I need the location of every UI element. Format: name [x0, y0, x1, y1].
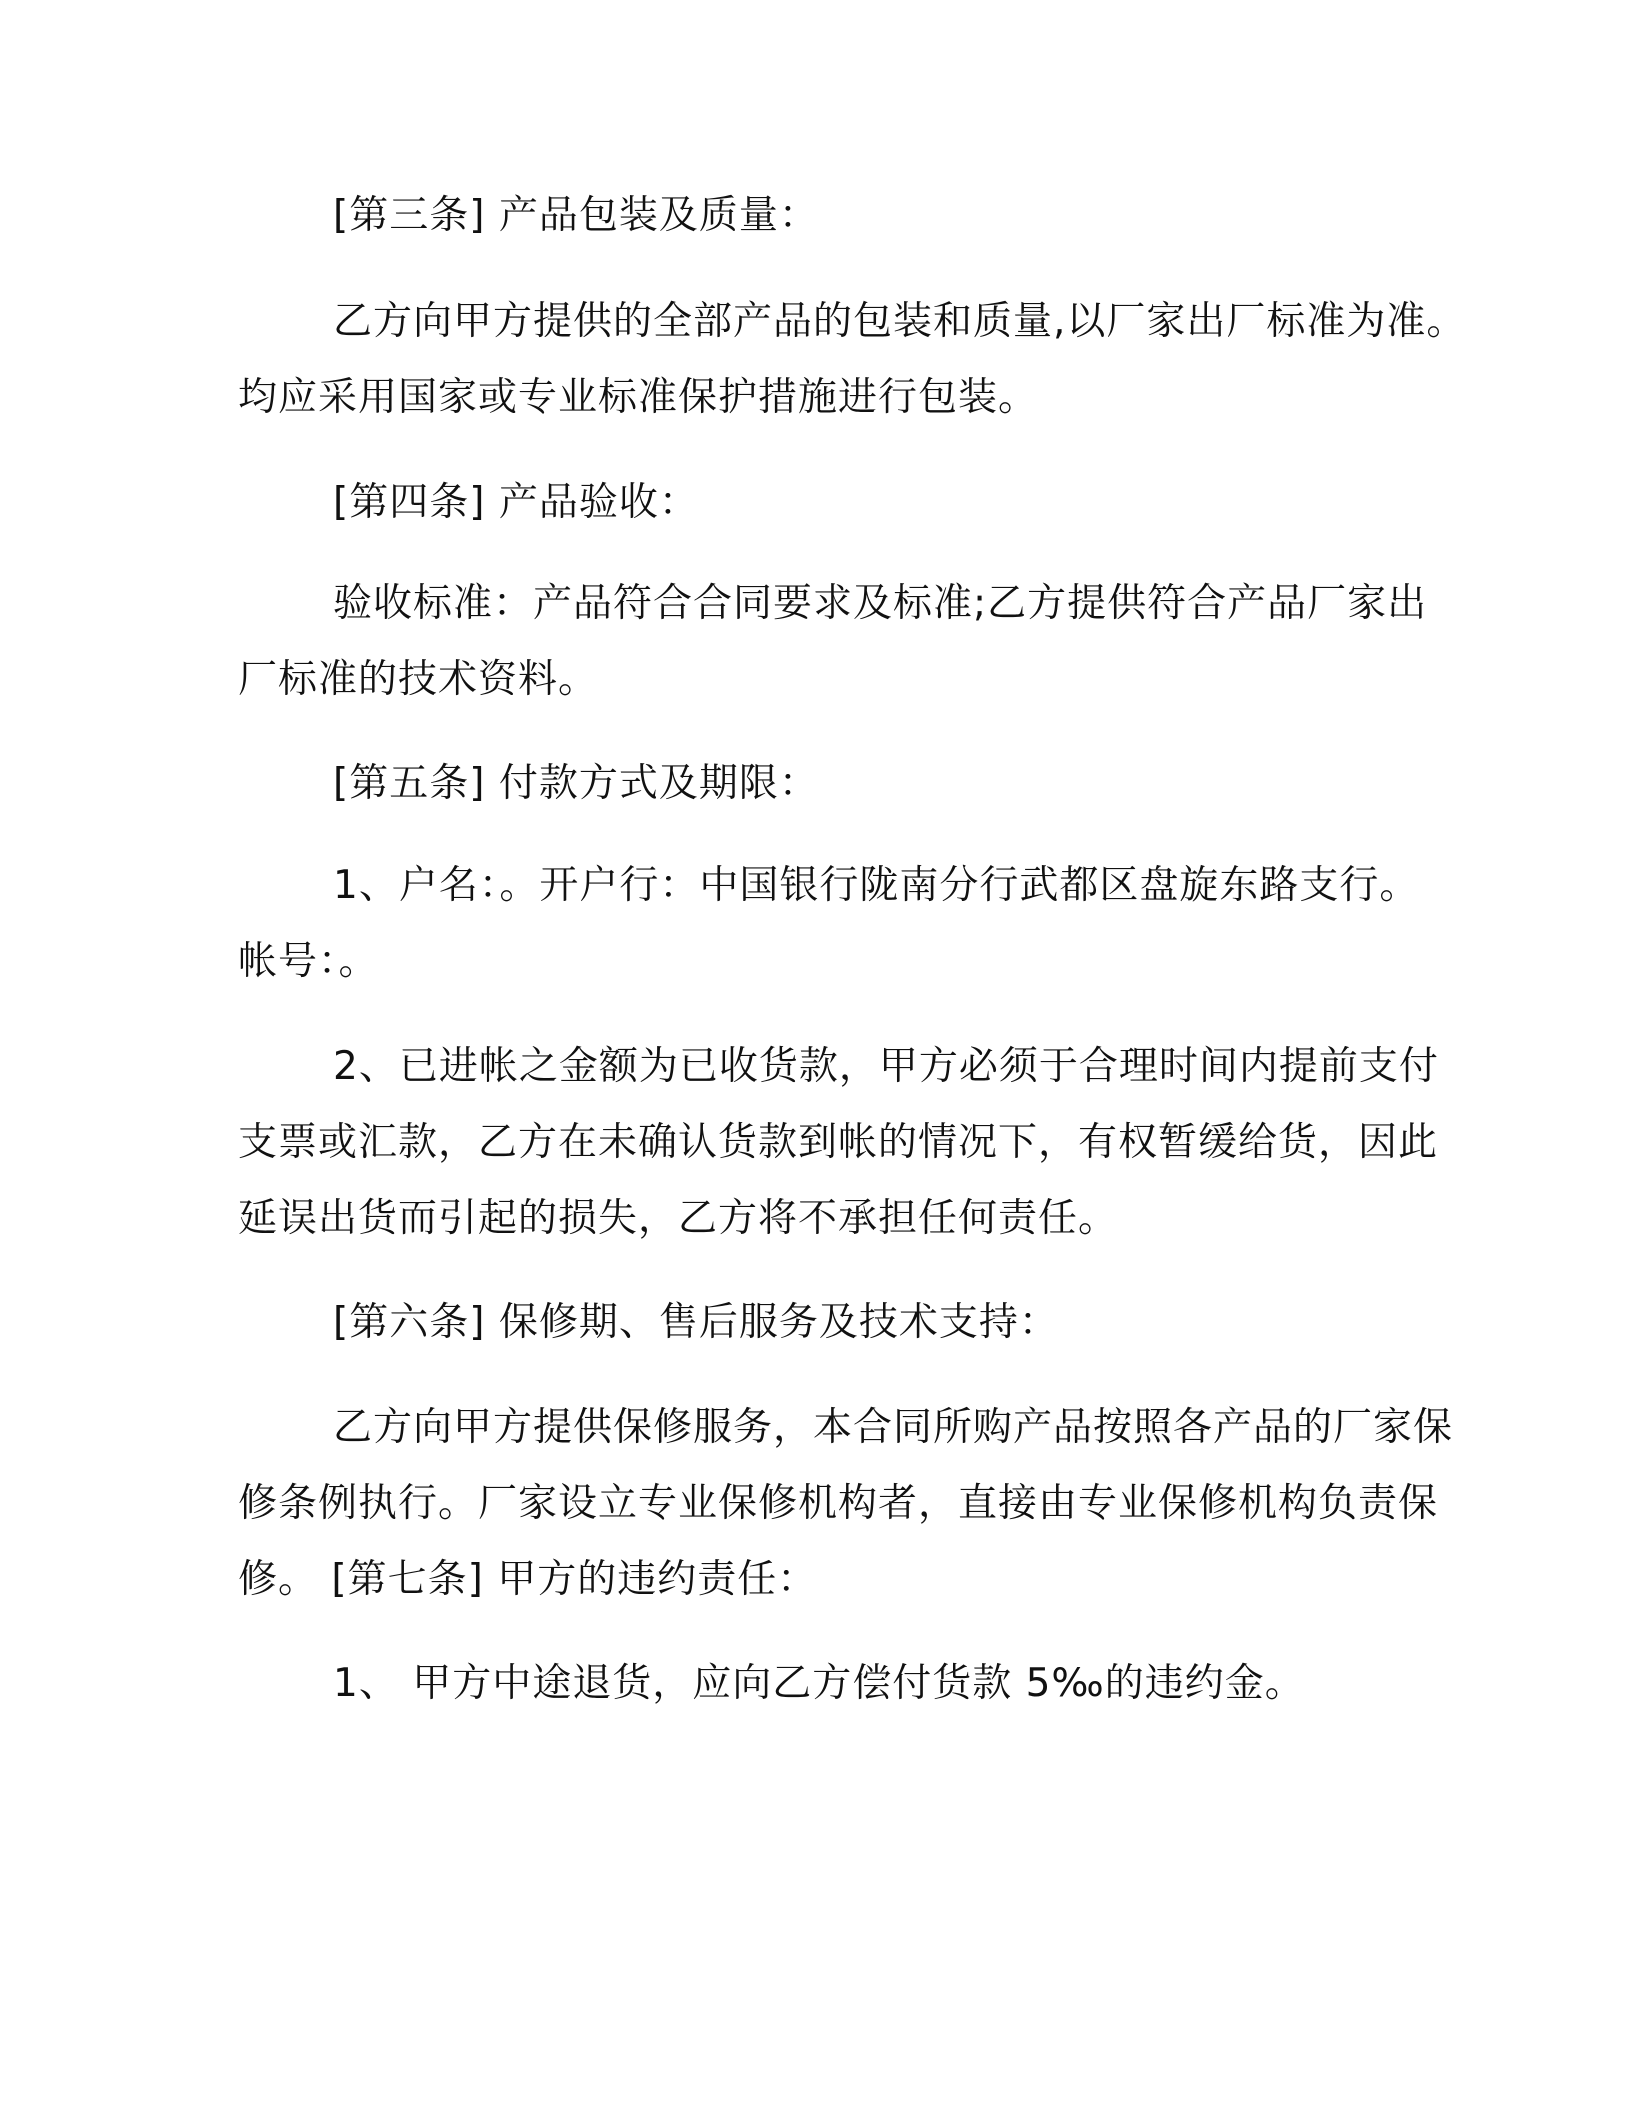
article-5-item-2-line-1: 2、已进帐之金额为已收货款，甲方必须于合理时间内提前支付: [333, 1044, 1439, 1089]
article-6-body-line-2: 修条例执行。厂家设立专业保修机构者，直接由专业保修机构负责保: [238, 1481, 1439, 1526]
article-5-item-2-line-3: 延误出货而引起的损失，乙方将不承担任何责任。: [238, 1196, 1119, 1241]
article-4-heading: [第四条] 产品验收：: [333, 480, 699, 525]
article-5-heading: [第五条] 付款方式及期限：: [333, 761, 819, 806]
article-6-body-line-1: 乙方向甲方提供保修服务，本合同所购产品按照各产品的厂家保: [333, 1405, 1454, 1450]
article-3-heading: [第三条] 产品包装及质量：: [333, 193, 819, 238]
article-4-body-line-2: 厂标准的技术资料。: [238, 657, 599, 702]
article-3-body-line-1: 乙方向甲方提供的全部产品的包装和质量,以厂家出厂标准为准。: [333, 299, 1467, 344]
article-5-item-1-line-2: 帐号：。: [238, 939, 379, 984]
article-4-body-line-1: 验收标准：产品符合合同要求及标准;乙方提供符合产品厂家出: [333, 581, 1428, 626]
article-3-body-line-2: 均应采用国家或专业标准保护措施进行包装。: [238, 375, 1039, 420]
article-6-body-line-3-and-article-7-heading: 修。 [第七条] 甲方的违约责任：: [238, 1557, 818, 1602]
article-7-item-1: 1、 甲方中途退货，应向乙方偿付货款 5‰的违约金。: [333, 1661, 1305, 1706]
article-6-heading: [第六条] 保修期、售后服务及技术支持：: [333, 1300, 1059, 1345]
article-5-item-2-line-2: 支票或汇款，乙方在未确认货款到帐的情况下，有权暂缓给货，因此: [238, 1120, 1439, 1165]
article-5-item-1-line-1: 1、户名：。开户行：中国银行陇南分行武都区盘旋东路支行。: [333, 863, 1420, 908]
